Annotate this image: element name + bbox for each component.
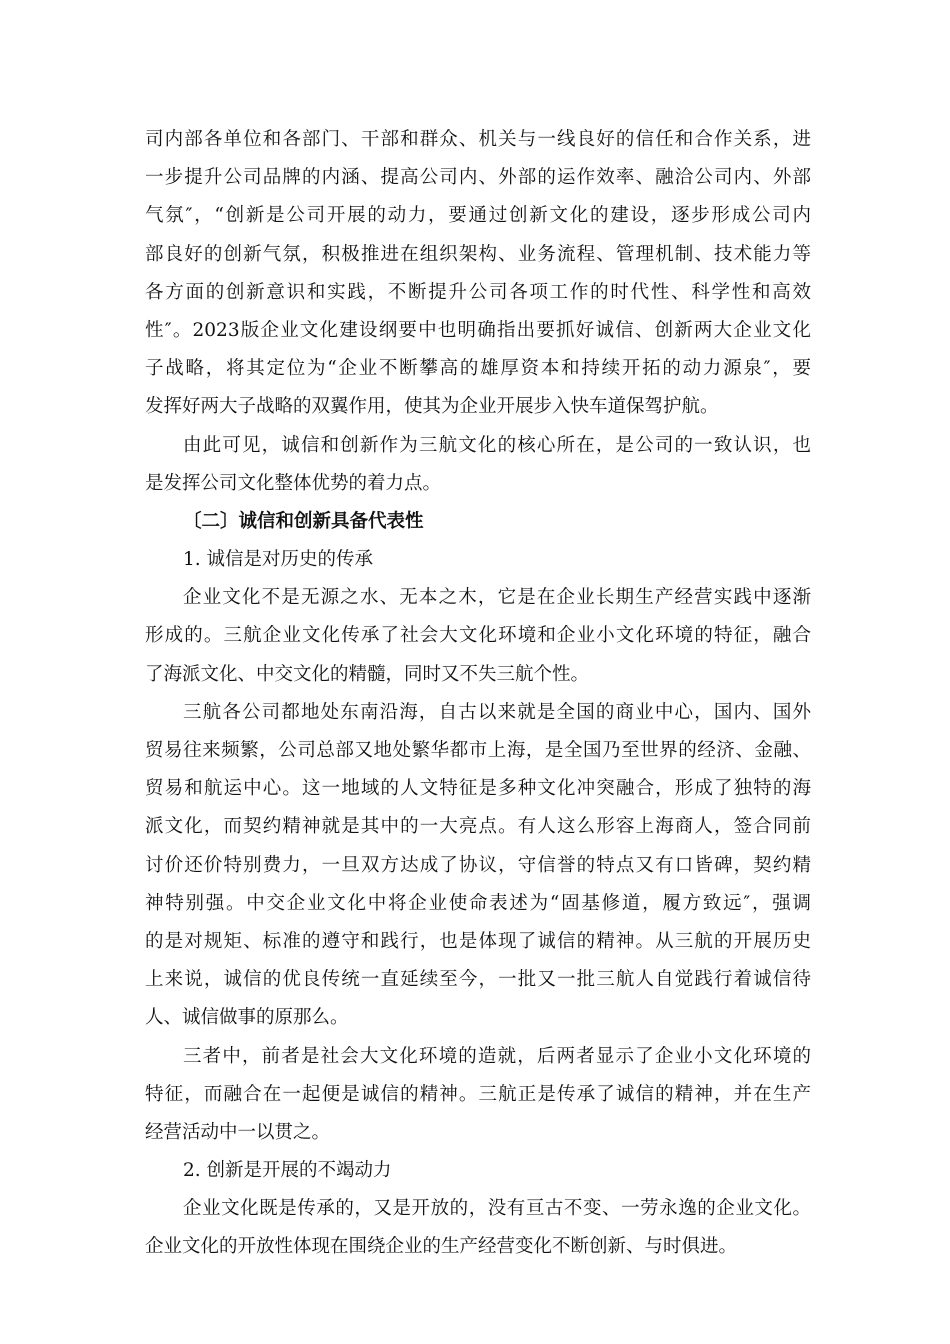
- text-line: 上来说，诚信的优良传统一直延续至今，一批又一批三航人自觉践行着诚信待: [145, 969, 811, 991]
- text-line: 的是对规矩、标准的遵守和践行，也是体现了诚信的精神。从三航的开展历史: [145, 930, 811, 952]
- text-line: 2. 创新是开展的不竭动力: [183, 1160, 392, 1182]
- text-line: 1. 诚信是对历史的传承: [183, 549, 374, 571]
- section-heading: 〔二〕诚信和创新具备代表性: [183, 510, 424, 532]
- text-line: 三者中，前者是社会大文化环境的造就，后两者显示了企业小文化环境的: [183, 1045, 811, 1067]
- text-line: 性″。2023版企业文化建设纲要中也明确指出要抓好诚信、创新两大企业文化: [145, 319, 811, 341]
- text-line: 贸易和航运中心。这一地域的人文特征是多种文化冲突融合，形成了独特的海: [145, 778, 811, 800]
- text-line: 各方面的创新意识和实践，不断提升公司各项工作的时代性、科学性和高效: [145, 281, 811, 303]
- text-line: 三航各公司都地处东南沿海，自古以来就是全国的商业中心，国内、国外: [183, 701, 811, 723]
- text-line: 经营活动中一以贯之。: [145, 1121, 331, 1143]
- text-line: 企业文化不是无源之水、无本之木，它是在企业长期生产经营实践中逐渐: [183, 587, 811, 609]
- text-line: 企业文化既是传承的，又是开放的，没有亘古不变、一劳永逸的企业文化。: [183, 1198, 811, 1220]
- text-line: 特征，而融合在一起便是诚信的精神。三航正是传承了诚信的精神，并在生产: [145, 1083, 811, 1105]
- text-line: 企业文化的开放性体现在围绕企业的生产经营变化不断创新、与时俱进。: [145, 1236, 738, 1258]
- text-line: 形成的。三航企业文化传承了社会大文化环境和企业小文化环境的特征，融合: [145, 625, 811, 647]
- text-line: 部良好的创新气氛，积极推进在组织架构、业务流程、管理机制、技术能力等: [145, 243, 811, 265]
- text-line: 司内部各单位和各部门、干部和群众、机关与一线良好的信任和合作关系，进: [145, 129, 811, 150]
- text-line: 子战略，将其定位为“企业不断攀高的雄厚资本和持续开拓的动力源泉″，要: [145, 358, 811, 380]
- text-line: 发挥好两大子战略的双翼作用，使其为企业开展步入快车道保驾护航。: [145, 396, 719, 418]
- text-line: 人、诚信做事的原那么。: [145, 1007, 349, 1029]
- text-line: 气氛″，“创新是公司开展的动力，要通过创新文化的建设，逐步形成公司内: [145, 205, 811, 227]
- text-line: 一步提升公司品牌的内涵、提高公司内、外部的运作效率、融洽公司内、外部: [145, 167, 811, 189]
- text-line: 贸易往来频繁，公司总部又地处繁华都市上海，是全国乃至世界的经济、金融、: [145, 740, 811, 761]
- text-line: 派文化，而契约精神就是其中的一大亮点。有人这么形容上海商人，签合同前: [145, 816, 811, 838]
- text-line: 由此可见，诚信和创新作为三航文化的核心所在，是公司的一致认识，也: [183, 434, 811, 456]
- document-body: [145, 121, 811, 1267]
- text-line: 神特别强。中交企业文化中将企业使命表述为“固基修道，履方致远″，强调: [145, 892, 811, 914]
- text-line: 是发挥公司文化整体优势的着力点。: [145, 472, 442, 494]
- text-line: 了海派文化、中交文化的精髓，同时又不失三航个性。: [145, 663, 590, 685]
- text-line: 讨价还价特别费力，一旦双方达成了协议，守信誉的特点又有口皆碑，契约精: [145, 854, 811, 876]
